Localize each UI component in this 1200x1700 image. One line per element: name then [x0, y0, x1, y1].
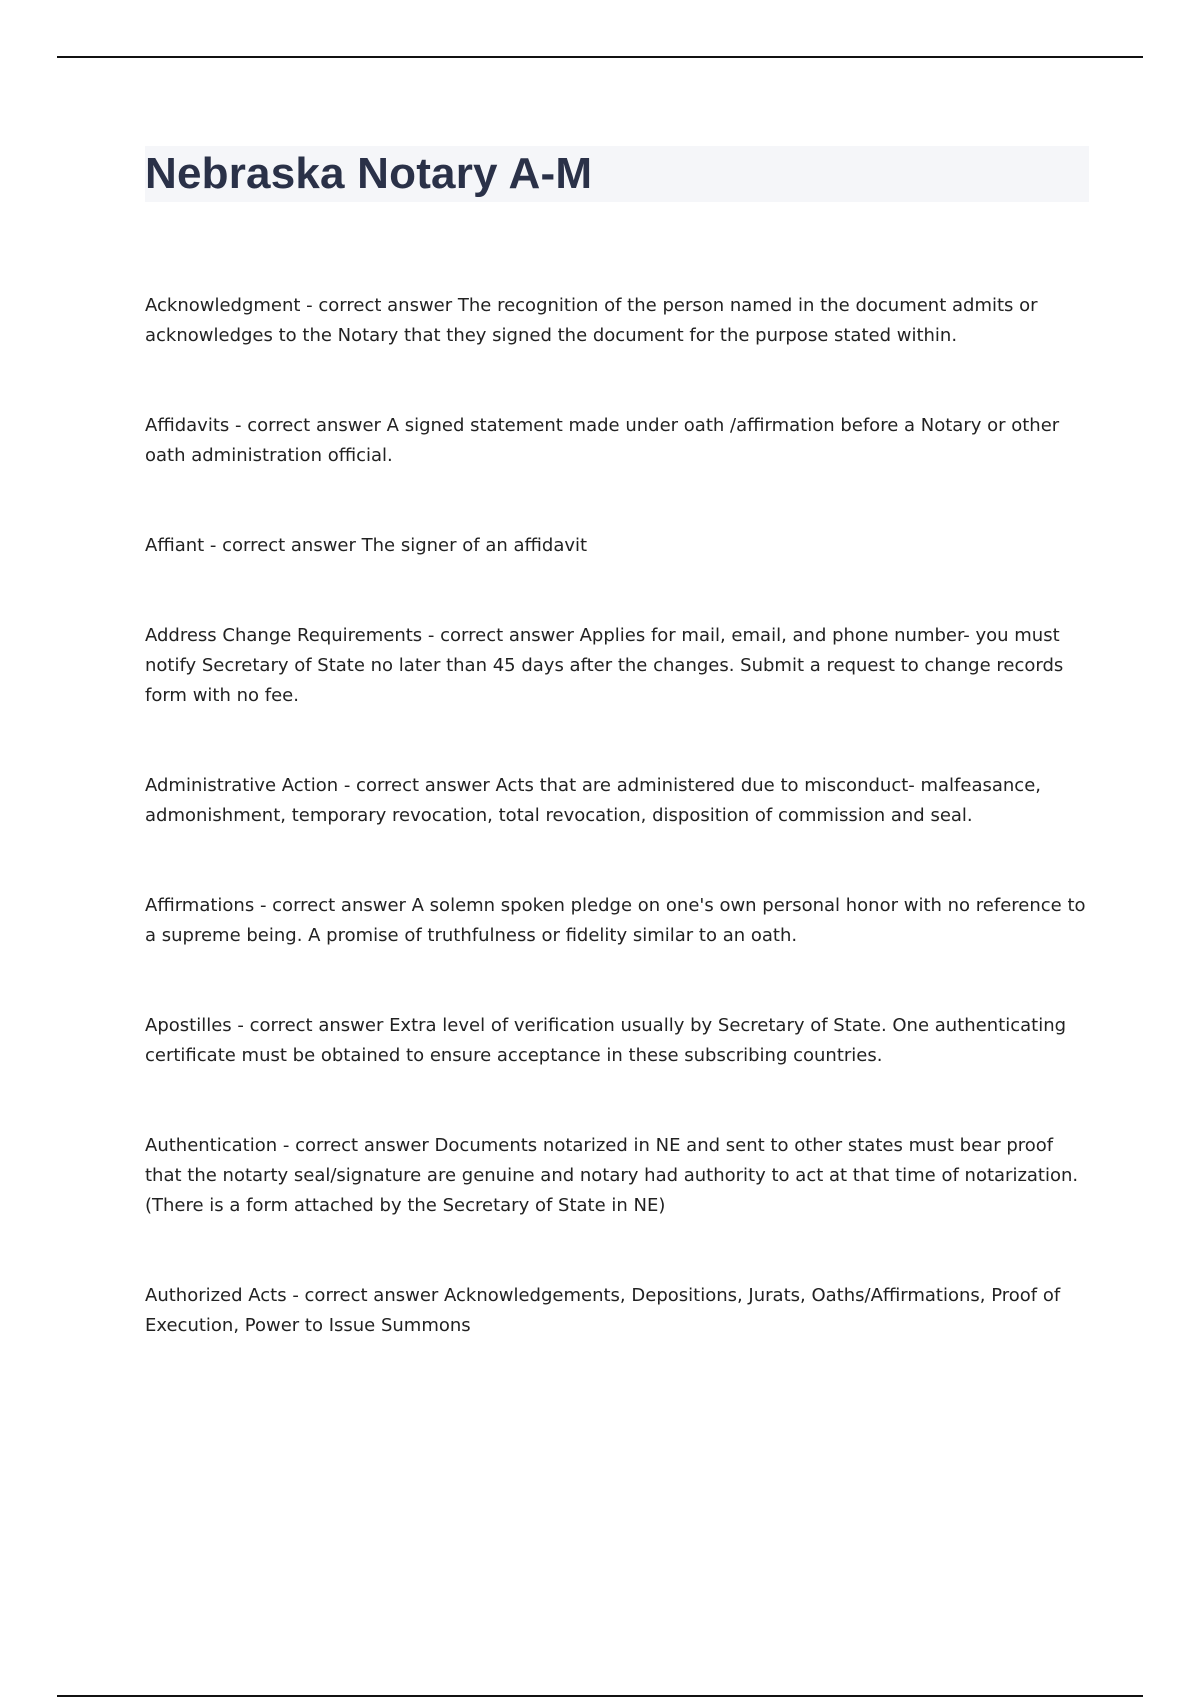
flashcard-entry-authentication: Authentication - correct answer Documents notarized in NE and sent to other states must bear proof that the notarty seal/signature are genuine and notary had authority to act at that time of notarization. (There is a form attached by the Secretary of State in NE): [145, 1135, 1079, 1216]
flashcard-list: [145, 291, 1090, 1401]
flashcard-entry-authorized-acts: Authorized Acts - correct answer Acknowledgements, Depositions, Jurats, Oaths/Affirmations, Proof of Execution, Power to Issue Summons: [145, 1285, 1061, 1336]
flashcard-entry-address-change: Address Change Requirements - correct answer Applies for mail, email, and phone number- you must notify Secretary of State no later than 45 days after the changes. Submit a request to change records form with no fee.: [145, 625, 1064, 706]
flashcard-entry-administrative-action: Administrative Action - correct answer Acts that are administered due to misconduct- malfeasance, admonishment, temporary revocation, total revocation, disposition of commission and seal.: [145, 775, 1042, 826]
footer-rule: [57, 1695, 1143, 1697]
flashcard-entry-affiant: Affiant - correct answer The signer of an affidavit: [145, 535, 588, 556]
flashcard-entry-affirmations: Affirmations - correct answer A solemn spoken pledge on one's own personal honor with no reference to a supreme being. A promise of truthfulness or fidelity similar to an oath.: [145, 895, 1086, 946]
flashcard-entry-affidavits: Affidavits - correct answer A signed statement made under oath /affirmation before a Notary or other oath administration official.: [145, 415, 1060, 466]
page-title: Nebraska Notary A-M: [145, 149, 593, 198]
flashcard-entry-apostilles: Apostilles - correct answer Extra level of verification usually by Secretary of State. One authenticating certificate must be obtained to ensure acceptance in these subscribing countries.: [145, 1015, 1067, 1066]
flashcard-entry-acknowledgment: Acknowledgment - correct answer The recognition of the person named in the document admits or acknowledges to the Notary that they signed the document for the purpose stated within.: [145, 295, 1038, 346]
header-rule: [57, 56, 1143, 58]
